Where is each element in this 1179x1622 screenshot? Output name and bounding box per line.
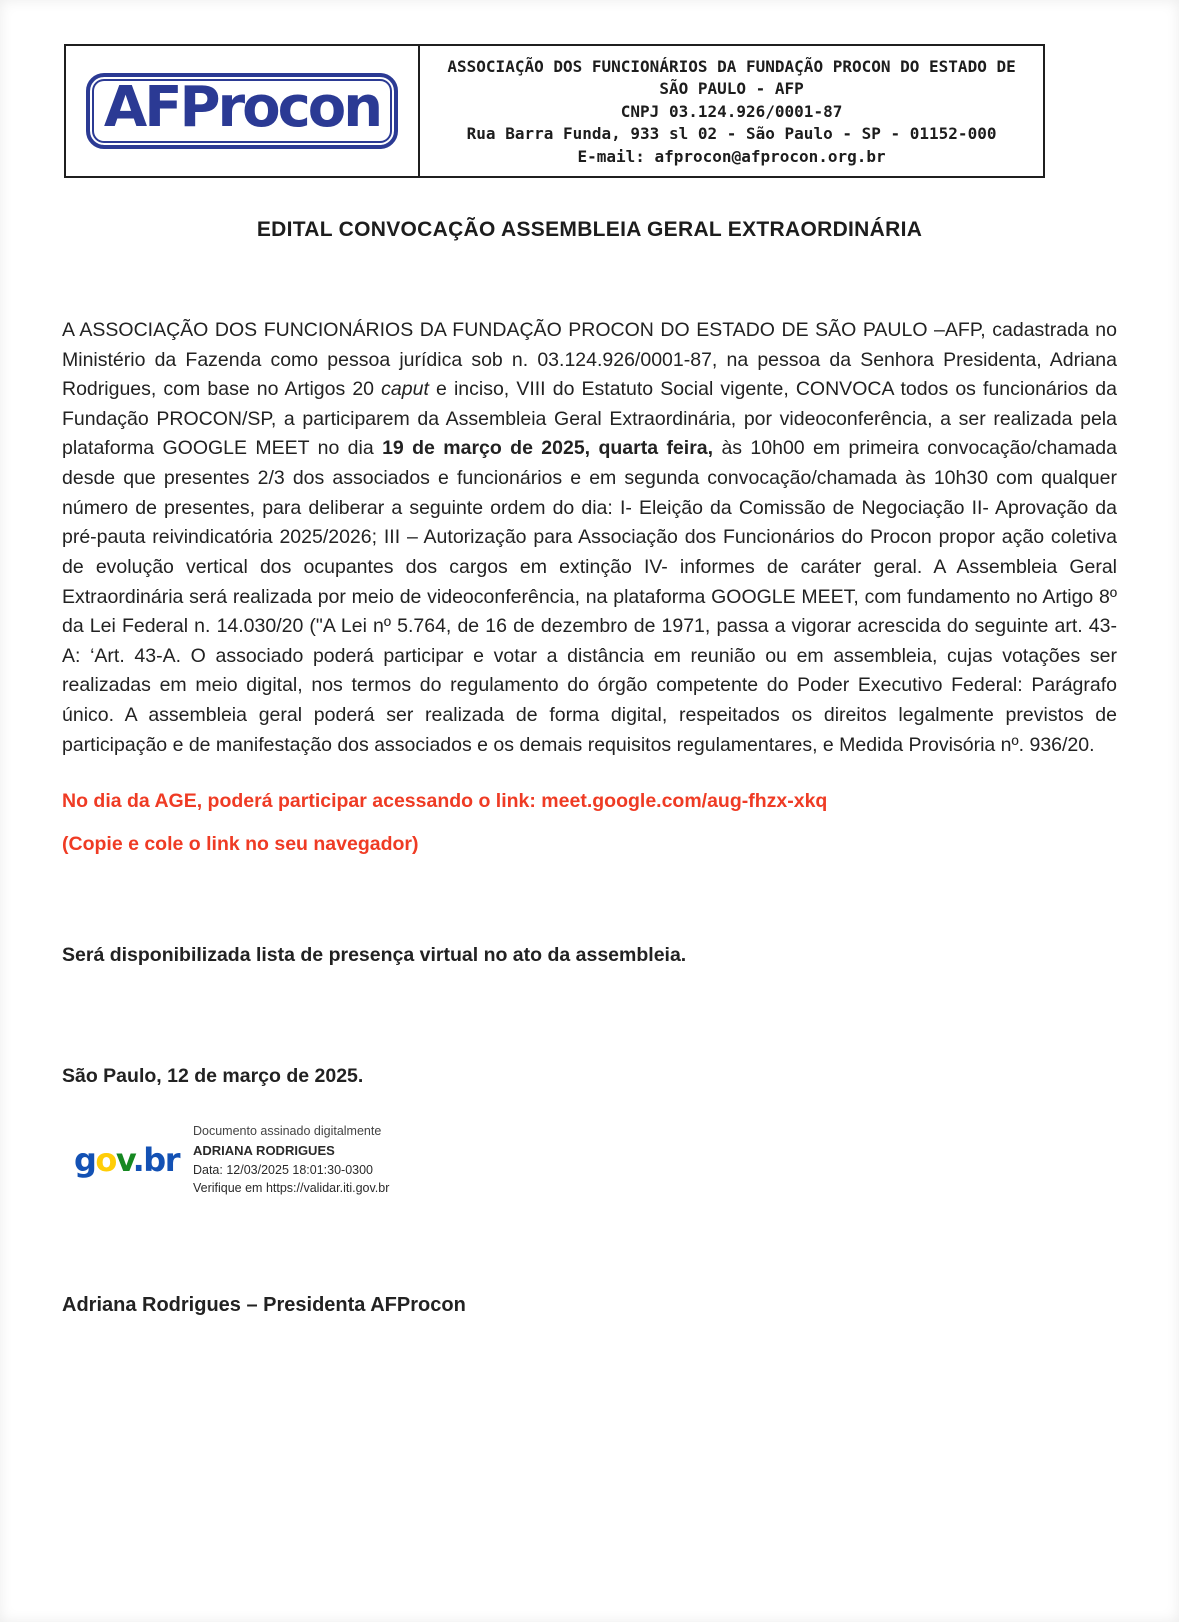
org-email: E-mail: afprocon@afprocon.org.br [577,146,886,166]
afprocon-logo-text: AFProcon [103,74,381,140]
govbr-logo-letter: .br [132,1141,179,1180]
president-name-line: Adriana Rodrigues – Presidenta AFProcon [62,1294,466,1317]
letterhead-logo-cell [66,46,418,176]
document-body-paragraph [62,316,1117,760]
letterhead [64,44,1045,178]
body-text-segment: A ASSOCIAÇÃO DOS FUNCIONÁRIOS DA FUNDAÇÃO PROCON DO ESTADO DE SÃO PAULO –AFP, cadastrada no Ministério da Fazenda como pessoa jurídica sob n. 03.124.926/0001-87, na pessoa da Senhora Presidenta, Adriana Rodrigues, com base no Artigos 20 [62,318,1117,401]
body-text-segment: e inciso, VIII do Estatuto Social vigente, CONVOCA todos os funcionários da Fundação PROCON/SP, a participarem da Assembleia Geral Extraordinária, por videoconferência, a ser realizada pela plataforma GOOGLE MEET no dia [62,378,1117,460]
copy-link-instruction: (Copie e cole o link no seu navegador) [62,833,419,856]
body-text-segment: às 10h00 em primeira convocação/chamada desde que presentes 2/3 dos associados e funcionários e em segunda convocação/chamada às 10h30 com qualquer número de presentes, para deliberar a seguinte ordem do dia: I- Eleição da Comissão de Negociação II- Aprovação da pré-pauta reivindicatória 2025/2026; III – Autorização para Associação dos Funcionários do Procon propor ação coletiva de evolução vertical dos ocupantes dos cargos em extinção IV- informes de caráter geral. A Assembleia Geral Extraordinária será realizada por meio de videoconferência, na plataforma GOOGLE MEET, com fundamento no Artigo 8º da Lei Federal n. 14.030/20 ("A Lei nº 5.764, de 16 de dezembro de 1971, passa a vigorar acrescida do seguinte art. 43-A: ‘Art. 43-A. O associado poderá participar e votar a distância em reunião ou em assembleia, cujas votações ser realizadas em meio digital, nos termos do regulamento do órgão competente do Poder Executivo Federal: Parágrafo único. A assembleia geral poderá ser realizada de forma digital, respeitados os direitos legalmente previstos de participação e de manifestação dos associados e os demais requisitos regulamentares, e Medida Provisória nº. 936/20. [62,437,1117,756]
signature-statement: Documento assinado digitalmente [192,1124,382,1139]
meet-link-line: No dia da AGE, poderá participar acessando o link: meet.google.com/aug-fhzx-xkq [62,790,828,813]
govbr-logo-letter: o [95,1141,116,1180]
body-text-segment-bold-date: 19 de março de 2025, quarta feira, [382,437,714,460]
digital-signature-block [62,1122,1117,1198]
govbr-logo-letter: g [74,1141,96,1180]
signature-verify-url: Verifique em https://validar.iti.gov.br [192,1181,390,1196]
govbr-logo [74,1141,193,1179]
signature-signer-name: ADRIANA RODRIGUES [192,1143,335,1159]
letterhead-org-info [418,46,1043,176]
govbr-logo-letter: v [115,1141,133,1180]
document-title: EDITAL CONVOCAÇÃO ASSEMBLEIA GERAL EXTRAORDINÁRIA [256,217,923,241]
signature-details [193,1122,389,1198]
body-text-segment-italic: caput [381,378,429,401]
city-date-line: São Paulo, 12 de março de 2025. [62,1065,364,1088]
org-name: ASSOCIAÇÃO DOS FUNCIONÁRIOS DA FUNDAÇÃO PROCON DO ESTADO DE SÃO PAULO - AFP [447,57,1016,99]
afprocon-logo [86,73,398,150]
signature-date: Data: 12/03/2025 18:01:30-0300 [192,1162,373,1177]
attendance-notice: Será disponibilizada lista de presença virtual no ato da assembleia. [62,944,687,967]
org-address: Rua Barra Funda, 933 sl 02 - São Paulo - SP - 01152-000 [466,124,997,144]
org-cnpj: CNPJ 03.124.926/0001-87 [620,101,843,121]
